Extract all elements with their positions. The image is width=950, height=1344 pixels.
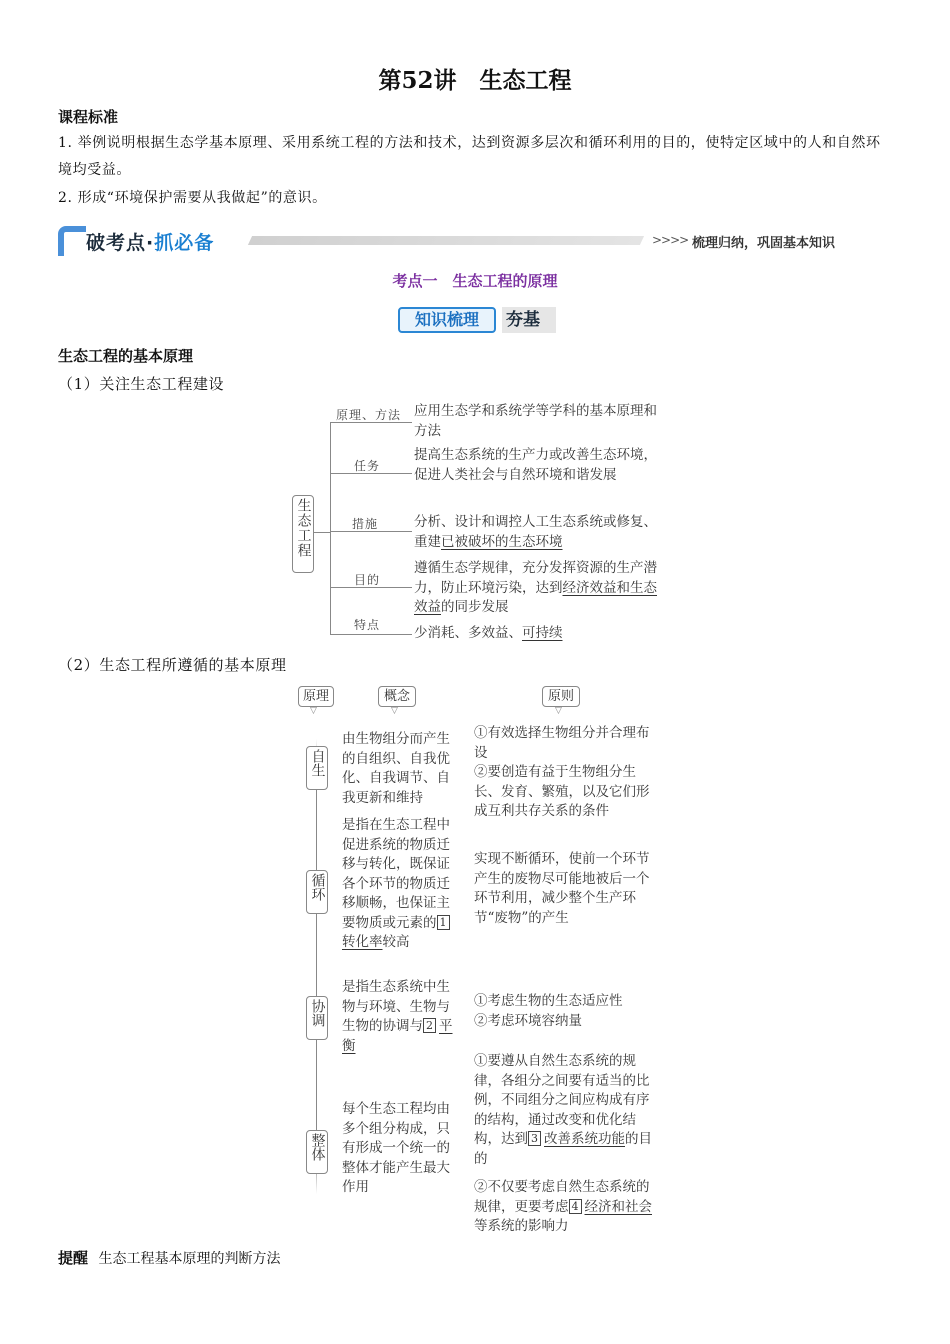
rule-xunhuan: 实现不断循环，使前一个环节产生的废物尽可能地被后一个环节利用，减少整个生产环节“废物”的产生 xyxy=(474,851,650,926)
root-box: 生态工程 xyxy=(292,495,314,573)
curriculum-item-1: 1. 举例说明根据生态学基本原理、采用系统工程的方法和技术，达到资源多层次和循环利用的目的，使特定区域中的人和自然环境均受益。 xyxy=(58,135,881,178)
badge-label: 知识梳理 xyxy=(398,307,496,333)
tip-label: 提醒 xyxy=(58,1249,89,1267)
concept-xietiao: 是指生态系统中生物与环境、生物与生物的协调与 2 平衡 xyxy=(342,979,453,1054)
principle-box-zisheng: 自生 xyxy=(306,746,328,790)
curriculum-heading: 课程标准 xyxy=(58,108,119,126)
branch-label-task: 任务 xyxy=(354,459,381,473)
tip-text: 生态工程基本原理的判断方法 xyxy=(98,1251,281,1267)
branch-label-principle: 原理、方法 xyxy=(336,408,402,422)
rule-zisheng-1: ①有效选择生物组分并合理布设 xyxy=(474,725,650,761)
rule-zhengti-2: ②不仅要考虑自然生态系统的规律，更要考虑 4 经济和社会等系统的影响力 xyxy=(474,1179,652,1234)
rule-zisheng-2: ②要创造有益于生物组分生长、发育、繁殖，以及它们形成互利共存关系的条件 xyxy=(474,764,650,819)
page-title: 第52讲 生态工程 xyxy=(378,67,572,94)
banner-arrows-icon: >>>> xyxy=(652,233,689,247)
header-rule: 原则 xyxy=(542,686,580,707)
kaodian-title: 考点一 生态工程的原理 xyxy=(392,272,558,290)
branch-text-feature: 少消耗、多效益、可持续 xyxy=(414,625,563,641)
principle-box-zhengti: 整体 xyxy=(306,1130,328,1174)
principle-box-xietiao: 协调 xyxy=(306,996,328,1040)
principle-box-xunhuan: 循环 xyxy=(306,870,328,914)
section-banner xyxy=(58,224,248,260)
rule-xietiao-2: ②考虑环境容纳量 xyxy=(474,1013,582,1029)
part2-heading: （2）生态工程所遵循的基本原理 xyxy=(58,656,287,674)
branch-label-goal: 目的 xyxy=(354,573,381,587)
banner-bracket-icon xyxy=(58,226,86,256)
branch-label-feature: 特点 xyxy=(354,618,381,632)
concept-xunhuan: 是指在生态工程中促进系统的物质迁移与转化，既保证各个环节的物质迁移顺畅，也保证主要物质或元素的 1转化率较高 xyxy=(342,817,450,950)
branch-text-principle: 应用生态学和系统学等学科的基本原理和方法 xyxy=(414,403,657,439)
banner-divider-bar xyxy=(248,236,644,245)
branch-text-goal: 遵循生态学规律，充分发挥资源的生产潜力，防止环境污染，达到经济效益和生态效益的同步发展 xyxy=(414,560,657,615)
part1-diagram xyxy=(290,400,670,645)
branch-label-measure: 措施 xyxy=(352,517,379,531)
banner-subtitle: 梳理归纳，巩固基本知识 xyxy=(692,236,836,251)
badge-suffix: 夯基 xyxy=(502,307,556,333)
part1-heading: （1）关注生态工程建设 xyxy=(58,375,225,393)
branch-text-task: 提高生态系统的生产力或改善生态环境，促进人类社会与自然环境和谐发展 xyxy=(414,447,657,483)
header-principle: 原理 xyxy=(298,686,334,707)
concept-zisheng: 由生物组分而产生的自组织、自我优化、自我调节、自我更新和维持 xyxy=(342,731,450,806)
tip xyxy=(58,1247,280,1268)
branch-text-measure: 分析、设计和调控人工生态系统或修复、重建已被破坏的生态环境 xyxy=(414,514,657,550)
section-heading: 生态工程的基本原理 xyxy=(58,347,194,365)
banner-title: 破考点·抓必备 xyxy=(86,232,215,254)
curriculum-item-2: 2. 形成“环境保护需要从我做起”的意识。 xyxy=(58,190,327,206)
header-concept: 概念 xyxy=(378,686,416,707)
concept-zhengti: 每个生态工程均由多个组分构成，只有形成一个统一的整体才能产生最大作用 xyxy=(342,1101,450,1195)
rule-zhengti-1: ①要遵从自然生态系统的规律，各组分之间要有适当的比例，不同组分之间应构成有序的结构，通过改变和优化结构，达到 3 改善系统功能的目的 xyxy=(474,1053,652,1167)
part2-diagram: 原理 概念 原则 ▽ ▽ ▽ 自生 由生物组分而产生的自组织、自我优化、自我调节、自我更新和维持 ①有效选择生物组分并合理布设 ②要创造有益于生物组分生长、发育、繁殖，以及它们形成互利共存关系的条件 循环 是指在生态工程中促进系统的物质迁移与转化，既保证各个环节的物质迁移顺畅，也保证主要物质或元素的 1转化率较高 实现不断循环，使前一个环节产生的废物尽可能地被后一个环节利用，减少整个生产环节“废物”的产生 协调 是指生态系统中生物与环境、生物与生物的协调与 2 平衡 ①考虑生物的生态适应性 ②考虑环境容纳量 整体 每个生态工程均由多个组分构成，只有形成一个统一的整体才能产生最大作用 ①要遵从自然生态系统的规律，各组分之间要有适当的比例，不同组分之间应构成有序的结构，通过改变和优化结构，达到 3 改善系统功能的目的 ②不仅要考虑自然生态系统的规律，更要考虑 4 经济和社会等系统的影响力 xyxy=(290,684,670,1239)
rule-xietiao-1: ①考虑生物的生态适应性 xyxy=(474,993,623,1009)
